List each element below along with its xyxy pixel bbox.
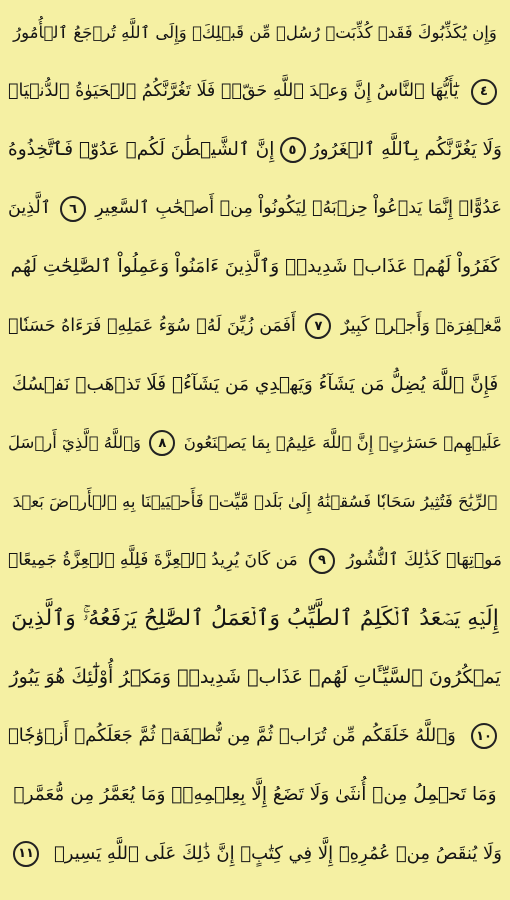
verse-line <box>8 414 502 473</box>
verse-text: يَمۡكُرُونَ ٱلسَّيِّـَٔاتِ لَهُمۡ عَذَابٞ شَدِيدٞۖ وَمَكۡرُ أُوْلَٰٓئِكَ هُوَ يَبُورُ <box>9 666 501 689</box>
verse-text: فَإِنَّ ٱللَّهَ يُضِلُّ مَن يَشَآءُ وَيَهۡدِي مَن يَشَآءُۖ فَلَا تَذۡهَبۡ نَفۡسُكَ <box>11 373 499 395</box>
verse-line <box>8 238 502 297</box>
verse-number-marker: ٤ <box>471 79 497 105</box>
verse-text: وَلَا يُنقَصُ مِنۡ عُمُرِهِۦٓ إِلَّا فِي كِتَٰبٍۚ إِنَّ ذَٰلِكَ عَلَى ٱللَّهِ يَسِيرٞ <box>53 842 502 864</box>
verse-text: مَوۡتِهَاۚ كَذَٰلِكَ ٱلنُّشُورُ <box>346 550 502 571</box>
verse-text: عَدُوًّاۚ إِنَّمَا يَدۡعُواْ حِزۡبَهُۥ لِيَكُونُواْ مِنۡ أَصۡحَٰبِ ٱلسَّعِيرِ <box>95 198 502 219</box>
verse-number-marker: ١١ <box>13 841 39 867</box>
verse-text: ٱلَّذِينَ <box>8 198 51 219</box>
verse-line <box>8 297 502 356</box>
verse-number-marker: ١٠ <box>471 723 497 749</box>
verse-line <box>8 4 502 63</box>
verse-line <box>8 531 502 590</box>
verse-text: كَفَرُواْ لَهُمۡ عَذَابٞ شَدِيدٞۖ وَٱلَّذِينَ ءَامَنُواْ وَعَمِلُواْ ٱلصَّٰلِحَٰتِ لَهُم <box>10 256 500 278</box>
verse-line <box>8 649 502 708</box>
verse-line <box>8 590 502 649</box>
verse-text: إِنَّ ٱلشَّيۡطَٰنَ لَكُمۡ عَدُوّٞ فَٱتَّخِذُوهُ <box>8 139 275 161</box>
verse-line <box>8 63 502 122</box>
verse-text: وَٱللَّهُ ٱلَّذِيٓ أَرۡسَلَ <box>8 433 141 453</box>
verse-line <box>8 707 502 766</box>
verse-number-marker: ٧ <box>305 313 331 339</box>
verse-number-marker: ٨ <box>149 430 175 456</box>
verse-line <box>8 121 502 180</box>
verse-number-marker: ٩ <box>309 548 335 574</box>
verse-line <box>8 180 502 239</box>
verse-number-marker: ٥ <box>280 137 306 163</box>
verse-line <box>8 356 502 415</box>
verse-text: أَفَمَن زُيِّنَ لَهُۥ سُوٓءُ عَمَلِهِۦ فَرَءَاهُ حَسَنٗاۖ <box>8 315 296 336</box>
verse-text: وَمَا تَحۡمِلُ مِنۡ أُنثَىٰ وَلَا تَضَعُ إِلَّا بِعِلۡمِهِۦۚ وَمَا يُعَمَّرُ مِن مُّعَمَّرٖ <box>13 783 497 805</box>
verse-text: مَّغۡفِرَةٞ وَأَجۡرٞ كَبِيرٌ <box>341 315 502 336</box>
verse-text: ٱلرِّيَٰحَ فَتُثِيرُ سَحَابٗا فَسُقۡنَٰهُ إِلَىٰ بَلَدٖ مَّيِّتٖ فَأَحۡيَيۡنَا بِهِ ٱلۡأَرۡضَ بَعۡدَ <box>12 491 498 511</box>
verse-line <box>8 766 502 825</box>
verse-text: يَٰٓأَيُّهَا ٱلنَّاسُ إِنَّ وَعۡدَ ٱللَّهِ حَقّٞۖ فَلَا تَغُرَّنَّكُمُ ٱلۡحَيَوٰةُ ٱلدُّنۡيَاۖ <box>8 81 459 102</box>
verse-number-marker: ٦ <box>60 196 86 222</box>
verse-text: مَن كَانَ يُرِيدُ ٱلۡعِزَّةَ فَلِلَّهِ ٱلۡعِزَّةُ جَمِيعًاۚ <box>8 550 298 571</box>
verse-text: وَلَا يَغُرَّنَّكُم بِٱللَّهِ ٱلۡغَرُورُ <box>310 139 502 161</box>
verse-text: عَلَيۡهِمۡ حَسَرَٰتٍۚ إِنَّ ٱللَّهَ عَلِيمُۢ بِمَا يَصۡنَعُونَ <box>183 433 502 453</box>
verse-line <box>8 473 502 532</box>
verse-line <box>8 824 502 883</box>
verse-text: وَإِن يُكَذِّبُوكَ فَقَدۡ كُذِّبَتۡ رُسُلٞ مِّن قَبۡلِكَۚ وَإِلَى ٱللَّهِ تُرۡجَعُ ٱلۡأُمُورُ <box>13 23 497 43</box>
verse-text: وَٱللَّهُ خَلَقَكُم مِّن تُرَابٖ ثُمَّ مِن نُّطۡفَةٖ ثُمَّ جَعَلَكُمۡ أَزۡوَٰجٗاۚ <box>8 725 456 747</box>
verse-text: إِلَيۡهِ يَصۡعَدُ ٱلۡكَلِمُ ٱلطَّيِّبُ وَٱلۡعَمَلُ ٱلصَّٰلِحُ يَرۡفَعُهُۥۚ وَٱلَّذِينَ <box>11 606 499 632</box>
